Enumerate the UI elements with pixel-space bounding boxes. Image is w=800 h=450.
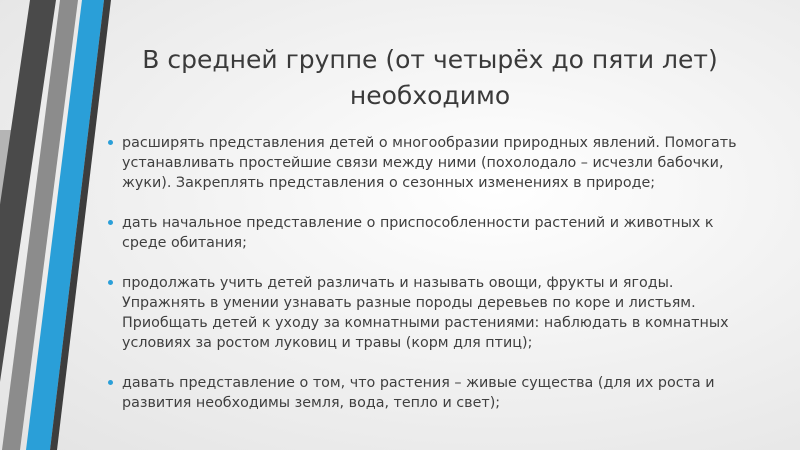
bullet-dot-icon — [108, 380, 113, 385]
slide-title-line-1: В средней группе (от четырёх до пяти лет) — [142, 45, 718, 74]
bullet-text: продолжать учить детей различать и называть овощи, фрукты и ягоды. Упражнять в умении узнавать разные породы деревьев по коре и листьям. Приобщать детей к уходу за комнатными растениями: наблюдать в комнатных условиях за ростом луковиц и травы (корм для птиц); — [122, 275, 729, 351]
bullet-item-adaptation — [122, 213, 752, 253]
bullet-dot-icon — [108, 220, 113, 225]
bullet-dot-icon — [108, 280, 113, 285]
bullet-item-living-plants — [122, 373, 752, 413]
bullet-item-seasonal-phenomena — [122, 133, 752, 193]
bullet-item-plants-care — [122, 273, 752, 353]
bullet-list — [122, 133, 752, 433]
bullet-text: расширять представления детей о многообразии природных явлений. Помогать устанавливать простейшие связи между ними (похолодало – исчезли бабочки, жуки). Закреплять представления о сезонных изменениях в природе; — [122, 135, 737, 191]
bullet-text: давать представление о том, что растения – живые существа (для их роста и развития необходимы земля, вода, тепло и свет); — [122, 375, 715, 411]
slide-title — [110, 42, 750, 114]
slide-title-line-2: необходимо — [349, 81, 511, 110]
bullet-dot-icon — [108, 140, 113, 145]
bullet-text: дать начальное представление о приспособленности растений и животных к среде обитания; — [122, 215, 714, 251]
